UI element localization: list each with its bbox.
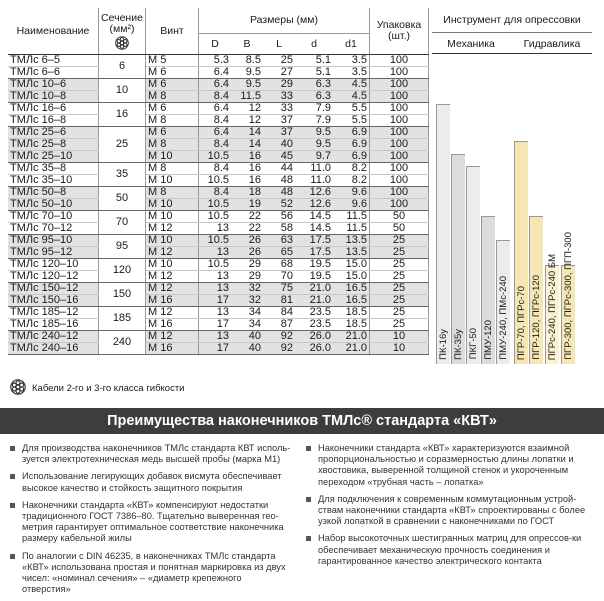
- cell-d1: 3.5: [333, 67, 370, 79]
- tool-column: [481, 216, 495, 364]
- cell-d1: 15.0: [333, 259, 370, 271]
- section-unit: (мм²): [109, 22, 135, 35]
- cell-L: 75: [263, 283, 295, 295]
- cell-D: 6.4: [199, 67, 232, 79]
- table-row: [8, 139, 429, 151]
- cell-section: 120: [99, 259, 146, 283]
- cell-pack: 100: [370, 115, 429, 127]
- cell-L: 48: [263, 175, 295, 187]
- tool-column: [545, 253, 559, 364]
- cell-D: 10.5: [199, 211, 232, 223]
- cell-L: 29: [263, 79, 295, 91]
- cell-L: 81: [263, 295, 295, 307]
- cell-D: 10.5: [199, 151, 232, 163]
- cell-pack: 50: [370, 223, 429, 235]
- cell-D: 5.3: [199, 55, 232, 67]
- cell-pack: 100: [370, 55, 429, 67]
- cell-screw: М 10: [146, 259, 199, 271]
- cell-pack: 100: [370, 163, 429, 175]
- cell-B: 16: [231, 175, 263, 187]
- cell-screw: М 16: [146, 295, 199, 307]
- cell-screw: М 10: [146, 235, 199, 247]
- cell-D: 6.4: [199, 127, 232, 139]
- table-row: [8, 283, 429, 295]
- table-row: [8, 163, 429, 175]
- cell-name: ТМЛс 16–6: [8, 103, 99, 115]
- advantage-item: Наконечники стандарта «КВТ» компенсируют недостатки традиционного ГОСТ 7386–80. Тщательно выверенная гео-метрия гарантирует оптимальное соответствие наконечника размеру кабельной жилы: [8, 500, 292, 545]
- cell-B: 19: [231, 199, 263, 211]
- cell-d: 19.5: [295, 259, 333, 271]
- cell-L: 48: [263, 187, 295, 199]
- cell-pack: 100: [370, 175, 429, 187]
- cell-d: 5.1: [295, 67, 333, 79]
- cell-d: 17.5: [295, 247, 333, 259]
- cell-screw: М 6: [146, 67, 199, 79]
- cell-B: 22: [231, 211, 263, 223]
- cell-section: 240: [99, 331, 146, 355]
- cell-screw: М 12: [146, 247, 199, 259]
- cell-L: 92: [263, 343, 295, 355]
- cell-D: 8.4: [199, 187, 232, 199]
- cell-section: 25: [99, 127, 146, 163]
- tool-column: [451, 154, 465, 364]
- cell-name: ТМЛс 10–8: [8, 91, 99, 103]
- cell-section: 6: [99, 55, 146, 79]
- cell-D: 17: [199, 343, 232, 355]
- cell-section: 10: [99, 79, 146, 103]
- tool-column: [436, 104, 450, 363]
- table-row: [8, 175, 429, 187]
- cell-pack: 100: [370, 67, 429, 79]
- cell-d: 9.5: [295, 127, 333, 139]
- pack-label: Упаковка: [376, 19, 422, 31]
- cell-B: 16: [231, 163, 263, 175]
- cell-pack: 25: [370, 295, 429, 307]
- cell-pack: 50: [370, 211, 429, 223]
- table-row: [8, 307, 429, 319]
- pack-unit: (шт.): [388, 30, 410, 42]
- cell-name: ТМЛс 6–6: [8, 67, 99, 79]
- cell-d1: 11.5: [333, 223, 370, 235]
- cell-L: 70: [263, 271, 295, 283]
- table-row: [8, 103, 429, 115]
- cell-L: 63: [263, 235, 295, 247]
- table-row: [8, 67, 429, 79]
- cell-pack: 25: [370, 319, 429, 331]
- cell-B: 18: [231, 187, 263, 199]
- tool-label: ПК-16у: [438, 328, 449, 360]
- cell-D: 17: [199, 319, 232, 331]
- table-row: [8, 79, 429, 91]
- cell-name: ТМЛс 70–10: [8, 211, 99, 223]
- cell-screw: М 12: [146, 283, 199, 295]
- cell-section: 150: [99, 283, 146, 307]
- cell-d1: 18.5: [333, 307, 370, 319]
- cell-d1: 8.2: [333, 163, 370, 175]
- cell-L: 27: [263, 67, 295, 79]
- cell-B: 26: [231, 247, 263, 259]
- cell-pack: 25: [370, 259, 429, 271]
- cell-d: 21.0: [295, 283, 333, 295]
- table-row: [8, 187, 429, 199]
- cell-D: 13: [199, 331, 232, 343]
- cell-D: 13: [199, 271, 232, 283]
- cell-d1: 8.2: [333, 175, 370, 187]
- cell-name: ТМЛс 35–10: [8, 175, 99, 187]
- cell-B: 34: [231, 307, 263, 319]
- cell-name: ТМЛс 25–10: [8, 151, 99, 163]
- cell-d1: 4.5: [333, 91, 370, 103]
- cell-B: 40: [231, 343, 263, 355]
- cell-d: 6.3: [295, 79, 333, 91]
- cell-d: 14.5: [295, 223, 333, 235]
- cell-D: 8.4: [199, 163, 232, 175]
- cell-L: 25: [263, 55, 295, 67]
- cell-D: 13: [199, 283, 232, 295]
- cell-B: 16: [231, 151, 263, 163]
- advantage-item: Для производства наконечников ТМЛс стандарта КВТ исполь-зуется электротехническая медь высшей пробы (марка М1): [8, 443, 292, 465]
- cell-B: 32: [231, 283, 263, 295]
- cell-D: 17: [199, 295, 232, 307]
- table-row: [8, 295, 429, 307]
- cell-d1: 5.5: [333, 103, 370, 115]
- tool-column: [561, 231, 575, 364]
- cell-name: ТМЛс 150–12: [8, 283, 99, 295]
- cell-pack: 100: [370, 139, 429, 151]
- cell-B: 32: [231, 295, 263, 307]
- cell-screw: М 8: [146, 139, 199, 151]
- cell-D: 6.4: [199, 79, 232, 91]
- tool-label: ПГР-70, ПГРс-70: [516, 285, 527, 360]
- cell-section: 35: [99, 163, 146, 187]
- cell-section: 185: [99, 307, 146, 331]
- col-pack-header: [370, 8, 429, 55]
- hydr-header: Гидравлика: [523, 38, 581, 50]
- cell-d: 23.5: [295, 307, 333, 319]
- cell-pack: 100: [370, 151, 429, 163]
- cell-d1: 6.9: [333, 139, 370, 151]
- table-row: [8, 115, 429, 127]
- cell-name: ТМЛс 240–12: [8, 331, 99, 343]
- cell-pack: 100: [370, 103, 429, 115]
- cell-B: 26: [231, 235, 263, 247]
- cell-pack: 25: [370, 283, 429, 295]
- cell-name: ТМЛс 25–8: [8, 139, 99, 151]
- cell-d: 9.7: [295, 151, 333, 163]
- section-label: Сечение: [101, 11, 143, 24]
- cell-d: 11.0: [295, 175, 333, 187]
- cell-B: 8.5: [231, 55, 263, 67]
- tool-label: ПМУ-120: [483, 319, 494, 360]
- cell-B: 29: [231, 271, 263, 283]
- col-D-header: D: [199, 34, 232, 55]
- tool-label: ПКГ-50: [468, 328, 479, 360]
- cell-D: 13: [199, 247, 232, 259]
- cell-name: ТМЛс 50–8: [8, 187, 99, 199]
- cell-B: 9.5: [231, 79, 263, 91]
- tool-column: [466, 166, 480, 364]
- table-row: [8, 223, 429, 235]
- tool-subheader-line: [432, 53, 592, 54]
- cell-L: 44: [263, 163, 295, 175]
- col-screw-header: Винт: [146, 8, 199, 55]
- cell-L: 56: [263, 211, 295, 223]
- cell-L: 33: [263, 103, 295, 115]
- cell-d: 7.9: [295, 103, 333, 115]
- dimensions-header: Размеры (мм): [199, 8, 370, 34]
- tool-header-line: [432, 32, 592, 33]
- cell-screw: М 8: [146, 163, 199, 175]
- cell-D: 8.4: [199, 115, 232, 127]
- tool-header: Инструмент для опрессовки: [443, 14, 581, 26]
- table-row: [8, 235, 429, 247]
- cable-flex-icon: [10, 379, 26, 398]
- cell-section: 16: [99, 103, 146, 127]
- cell-name: ТМЛс 10–6: [8, 79, 99, 91]
- cell-screw: М 10: [146, 199, 199, 211]
- cell-L: 58: [263, 223, 295, 235]
- cell-name: ТМЛс 185–12: [8, 307, 99, 319]
- cell-D: 8.4: [199, 91, 232, 103]
- cell-d: 7.9: [295, 115, 333, 127]
- cell-screw: М 6: [146, 103, 199, 115]
- cell-pack: 25: [370, 271, 429, 283]
- cell-name: ТМЛс 150–16: [8, 295, 99, 307]
- cell-D: 13: [199, 307, 232, 319]
- cell-name: ТМЛс 25–6: [8, 127, 99, 139]
- cell-D: 10.5: [199, 175, 232, 187]
- cell-d: 5.1: [295, 55, 333, 67]
- cell-d: 21.0: [295, 295, 333, 307]
- cell-screw: М 8: [146, 115, 199, 127]
- cell-L: 33: [263, 91, 295, 103]
- cell-name: ТМЛс 70–12: [8, 223, 99, 235]
- table-row: [8, 247, 429, 259]
- cell-pack: 100: [370, 127, 429, 139]
- cell-d1: 16.5: [333, 295, 370, 307]
- cell-d: 19.5: [295, 271, 333, 283]
- cell-d1: 18.5: [333, 319, 370, 331]
- tool-column: [496, 240, 510, 364]
- advantage-item: По аналогии с DIN 46235, в наконечниках ТМЛс стандарта «КВТ» использована простая и понятная маркировка из двух чисел: «номинал сечения» – «диаметр крепежного отверстия»: [8, 551, 292, 596]
- col-B-header: B: [231, 34, 263, 55]
- tool-label: ПГРс-240, ПГРс-240 БМ: [547, 253, 558, 360]
- cell-pack: 100: [370, 199, 429, 211]
- table-row: [8, 343, 429, 355]
- cell-name: ТМЛс 50–10: [8, 199, 99, 211]
- tool-label: ПГР-120, ПГРс-120: [531, 275, 542, 360]
- spec-table: [8, 8, 429, 355]
- table-row: [8, 271, 429, 283]
- cell-screw: М 12: [146, 307, 199, 319]
- cell-d: 9.5: [295, 139, 333, 151]
- table-row: [8, 151, 429, 163]
- tool-column: [514, 141, 528, 363]
- table-row: [8, 91, 429, 103]
- cell-L: 40: [263, 139, 295, 151]
- cell-L: 68: [263, 259, 295, 271]
- table-row: [8, 211, 429, 223]
- cell-screw: М 5: [146, 55, 199, 67]
- cell-d1: 13.5: [333, 247, 370, 259]
- mech-header: Механика: [447, 38, 495, 50]
- cell-screw: М 8: [146, 91, 199, 103]
- cell-d1: 9.6: [333, 199, 370, 211]
- cell-d: 11.0: [295, 163, 333, 175]
- table-row: [8, 199, 429, 211]
- cell-B: 14: [231, 127, 263, 139]
- cell-name: ТМЛс 35–8: [8, 163, 99, 175]
- table-row: [8, 55, 429, 67]
- cell-screw: М 8: [146, 187, 199, 199]
- col-section-header: [99, 8, 146, 55]
- advantages-banner: Преимущества наконечников ТМЛс® стандарта «КВТ»: [0, 408, 604, 434]
- cell-d1: 21.0: [333, 331, 370, 343]
- cell-pack: 25: [370, 247, 429, 259]
- cell-name: ТМЛс 16–8: [8, 115, 99, 127]
- col-d1-header: d1: [333, 34, 370, 55]
- cell-D: 8.4: [199, 139, 232, 151]
- tool-column: [529, 216, 543, 364]
- cell-B: 12: [231, 115, 263, 127]
- cell-d1: 3.5: [333, 55, 370, 67]
- advantage-item: Наконечники стандарта «КВТ» характеризуются взаимной пропорциональностью и соразмерностью длины лопатки и хвостовика, выверенной толщиной стенок и укороченным переходом «трубная часть – лопатка»: [304, 443, 596, 488]
- cell-d1: 6.9: [333, 151, 370, 163]
- cell-pack: 100: [370, 187, 429, 199]
- advantages-right: [304, 443, 596, 573]
- cell-pack: 100: [370, 91, 429, 103]
- cell-d1: 15.0: [333, 271, 370, 283]
- cell-d1: 9.6: [333, 187, 370, 199]
- cell-L: 37: [263, 127, 295, 139]
- cell-D: 10.5: [199, 235, 232, 247]
- col-name-header: Наименование: [8, 8, 99, 55]
- cell-d: 12.6: [295, 199, 333, 211]
- cell-B: 29: [231, 259, 263, 271]
- tool-label: ПК-35у: [453, 328, 464, 360]
- cell-B: 9.5: [231, 67, 263, 79]
- spec-table-body: [8, 55, 429, 355]
- cell-d1: 4.5: [333, 79, 370, 91]
- cell-section: 50: [99, 187, 146, 211]
- cell-screw: М 10: [146, 175, 199, 187]
- cell-pack: 25: [370, 307, 429, 319]
- cell-d: 14.5: [295, 211, 333, 223]
- cell-d1: 16.5: [333, 283, 370, 295]
- cell-L: 52: [263, 199, 295, 211]
- cell-pack: 100: [370, 79, 429, 91]
- cell-d: 17.5: [295, 235, 333, 247]
- cell-D: 13: [199, 223, 232, 235]
- cell-name: ТМЛс 185–16: [8, 319, 99, 331]
- cell-d1: 5.5: [333, 115, 370, 127]
- cell-L: 45: [263, 151, 295, 163]
- cell-L: 87: [263, 319, 295, 331]
- cell-name: ТМЛс 120–10: [8, 259, 99, 271]
- col-d-header: d: [295, 34, 333, 55]
- cell-section: 70: [99, 211, 146, 235]
- table-row: [8, 319, 429, 331]
- cell-pack: 10: [370, 343, 429, 355]
- cell-screw: М 6: [146, 127, 199, 139]
- cell-d: 26.0: [295, 343, 333, 355]
- cell-L: 37: [263, 115, 295, 127]
- cell-L: 92: [263, 331, 295, 343]
- cell-B: 34: [231, 319, 263, 331]
- advantage-item: Набор высокоточных шестигранных матриц для опрессов-ки обеспечивает механическую прочность соединения и гарантированное качество электрического контакта: [304, 533, 596, 567]
- cell-d: 26.0: [295, 331, 333, 343]
- cell-screw: М 10: [146, 151, 199, 163]
- cell-B: 11.5: [231, 91, 263, 103]
- cell-d1: 21.0: [333, 343, 370, 355]
- cell-B: 40: [231, 331, 263, 343]
- cell-d1: 6.9: [333, 127, 370, 139]
- col-L-header: L: [263, 34, 295, 55]
- legend-text: Кабели 2-го и 3-го класса гибкости: [32, 383, 185, 394]
- cell-screw: М 12: [146, 223, 199, 235]
- cell-L: 65: [263, 247, 295, 259]
- cell-screw: М 6: [146, 79, 199, 91]
- advantages-left: [8, 443, 292, 601]
- cell-B: 22: [231, 223, 263, 235]
- cell-D: 10.5: [199, 199, 232, 211]
- cell-screw: М 10: [146, 211, 199, 223]
- cell-name: ТМЛс 6–5: [8, 55, 99, 67]
- cell-name: ТМЛс 95–10: [8, 235, 99, 247]
- cell-screw: М 12: [146, 331, 199, 343]
- cell-L: 84: [263, 307, 295, 319]
- advantage-item: Использование легирующих добавок висмута обеспечивает высокое качество и стойкость защитного покрытия: [8, 471, 292, 493]
- legend: [10, 379, 185, 398]
- table-row: [8, 259, 429, 271]
- cell-d: 12.6: [295, 187, 333, 199]
- cell-screw: М 16: [146, 319, 199, 331]
- cell-pack: 25: [370, 235, 429, 247]
- cell-pack: 10: [370, 331, 429, 343]
- tool-label: ПГР-300, ПГРс-300, ПГП-300: [563, 231, 574, 360]
- cell-D: 6.4: [199, 103, 232, 115]
- cell-name: ТМЛс 95–12: [8, 247, 99, 259]
- cell-d1: 13.5: [333, 235, 370, 247]
- cell-B: 12: [231, 103, 263, 115]
- tool-label: ПМУ-240, ПМс-240: [498, 276, 509, 360]
- cell-name: ТМЛс 120–12: [8, 271, 99, 283]
- cell-name: ТМЛс 240–16: [8, 343, 99, 355]
- cell-d1: 11.5: [333, 211, 370, 223]
- table-row: [8, 331, 429, 343]
- advantage-item: Для подключения к современным коммутационным устрой-ствам наконечники стандарта «КВТ» спроектированы с более узкой лопаткой в сравнении с наконечниками по ГОСТ: [304, 494, 596, 528]
- cell-screw: М 12: [146, 271, 199, 283]
- cable-flex-icon: [115, 36, 129, 50]
- cell-section: 95: [99, 235, 146, 259]
- cell-D: 10.5: [199, 259, 232, 271]
- cell-screw: М 16: [146, 343, 199, 355]
- cell-d: 23.5: [295, 319, 333, 331]
- table-row: [8, 127, 429, 139]
- cell-d: 6.3: [295, 91, 333, 103]
- cell-B: 14: [231, 139, 263, 151]
